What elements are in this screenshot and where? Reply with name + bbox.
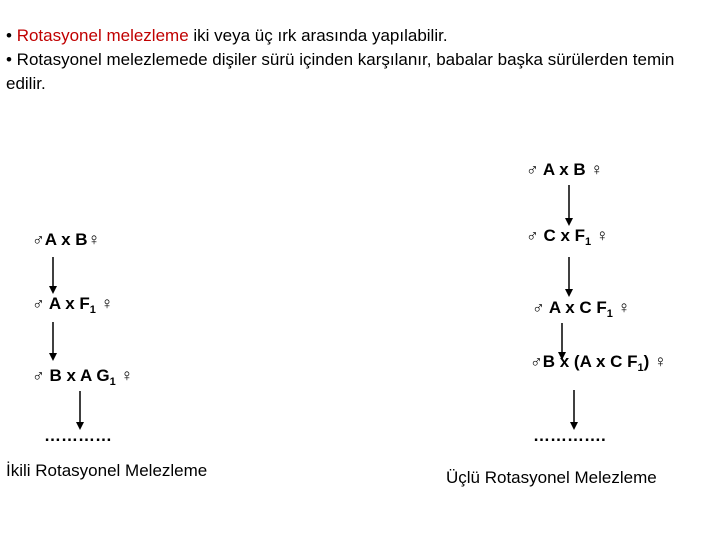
intro-line-1: • Rotasyonel melezleme iki veya üç ırk arasında yapılabilir. xyxy=(6,26,448,45)
left-caption: İkili Rotasyonel Melezleme xyxy=(6,461,208,480)
right-dots: …………. xyxy=(533,426,606,445)
left-cross-3: ♂ B x A $G_1$ ♀ xyxy=(32,366,134,388)
right-caption: Üçlü Rotasyonel Melezleme xyxy=(446,468,657,487)
intro-highlight: Rotasyonel melezleme xyxy=(16,26,189,45)
right-cross-2: ♂ C x $F_1$ ♀ xyxy=(526,226,609,248)
right-cross-3: ♂ A x C $F_1$ ♀ xyxy=(532,298,631,320)
left-dots: ………… xyxy=(44,426,112,445)
intro-line-2: • Rotasyonel melezlemede dişiler sürü içinden karşılanır, babalar başka sürülerden temin edilir. xyxy=(6,50,675,93)
right-cross-1: ♂ A x B ♀ xyxy=(526,160,604,179)
left-cross-1: ♂A x B♀ xyxy=(32,230,101,249)
left-cross-2: ♂ A x $F_1$ ♀ xyxy=(32,294,114,316)
right-cross-4: ♂B x (A x C $F_1$) ♀ xyxy=(530,352,667,374)
